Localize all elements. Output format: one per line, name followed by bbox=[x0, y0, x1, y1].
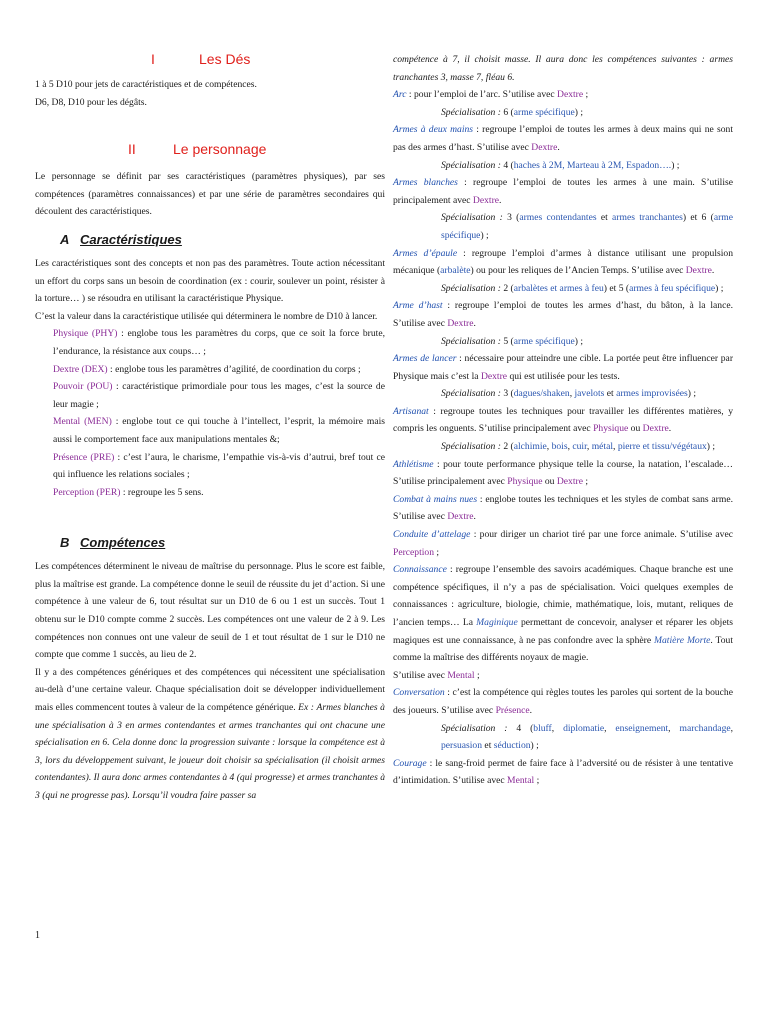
skill-desc: : regroupe l’emploi d’armes à distance utilisant une propulsion mécanique ( bbox=[393, 247, 733, 277]
characteristic-ref: Perception bbox=[393, 546, 435, 558]
characteristic-desc: : englobe tout ce qui touche à l’intellect, l’esprit, la mémoire mais aussi le comportement face aux manipulations mentales &; bbox=[53, 416, 385, 445]
skill-conduite-attelage bbox=[393, 526, 733, 561]
spec-item: dagues/shaken bbox=[513, 388, 570, 400]
characteristic-ref: Dextre bbox=[556, 476, 583, 488]
spec-item: diplomatie bbox=[563, 722, 605, 734]
spec-item: persuasion bbox=[441, 740, 483, 752]
punct: ou bbox=[542, 476, 557, 488]
characteristic-desc: : englobe tous les paramètres d’agilité, de coordination du corps ; bbox=[110, 363, 361, 375]
punct: . bbox=[473, 511, 476, 523]
spec-item: armes tranchantes bbox=[612, 212, 683, 224]
section-number: II bbox=[128, 141, 136, 158]
characteristic-ref: Dextre bbox=[531, 141, 558, 153]
subsection-title-competences bbox=[35, 531, 385, 555]
punct: ) et 6 ( bbox=[682, 212, 714, 224]
paragraph: Le personnage se définit par ses caractéristiques (paramètres physiques), par ses compétences (paramètres connaissances) et par une série de paramètres secondaires qui découlent des caractéristiques. bbox=[35, 171, 385, 218]
specialisation: Spécialisation : 2 (alchimie, bois, cuir, métal, pierre et tissu/végétaux) ; bbox=[441, 441, 716, 453]
skill-armes-deux-mains bbox=[393, 121, 733, 156]
paragraph bbox=[393, 667, 733, 685]
skill-desc: permettant de concevoir, analyser et réparer les objets magiques est une connaissance, à ne pas confondre avec la sphère bbox=[393, 617, 733, 646]
paragraph bbox=[35, 664, 385, 805]
spec-item: Maginique bbox=[476, 617, 518, 628]
punct: . bbox=[529, 704, 533, 716]
characteristic-name: Perception (PER) bbox=[53, 486, 121, 498]
section-number: I bbox=[151, 51, 155, 67]
specialisation bbox=[393, 157, 733, 175]
list-item bbox=[35, 413, 385, 448]
skill-name: Armes à deux mains bbox=[393, 124, 474, 136]
punct: ; bbox=[534, 775, 540, 787]
characteristic-desc: : englobe tous les paramètres du corps, que ce soit la force brute, l’endurance, la résistance aux coups… ; bbox=[53, 328, 385, 357]
characteristic-ref: Dextre bbox=[557, 89, 584, 101]
spec-item: armes contendantes bbox=[519, 212, 597, 224]
spec-value: 3 ( bbox=[500, 388, 514, 400]
spec-item: armes improvisées bbox=[616, 388, 688, 400]
specialisation bbox=[393, 209, 733, 244]
spec-item: Matière Morte bbox=[654, 634, 711, 646]
skill-name: Armes blanches bbox=[393, 177, 458, 189]
characteristic-name: Présence (PRE) bbox=[53, 451, 115, 463]
paragraph: C’est la valeur dans la caractéristique utilisée qui déterminera le nombre de D10 à lancer. bbox=[35, 310, 378, 322]
spec-item: javelots bbox=[574, 388, 605, 400]
skill-athletisme bbox=[393, 456, 733, 491]
punct: ) ; bbox=[715, 282, 724, 294]
characteristic-name: Mental (MEN) bbox=[53, 416, 112, 428]
skill-name: Courage bbox=[393, 757, 427, 769]
characteristic-ref: Mental bbox=[507, 775, 535, 787]
skill-artisanat bbox=[393, 403, 733, 438]
skill-name: Arme d’hast bbox=[393, 300, 443, 312]
skill-name: Armes d’épaule bbox=[393, 247, 458, 259]
characteristic-ref: Dextre bbox=[685, 265, 712, 277]
punct: , bbox=[569, 388, 575, 400]
skill-armes-epaule bbox=[393, 245, 733, 280]
punct: . bbox=[668, 423, 672, 435]
skill-arme-hast bbox=[393, 297, 733, 332]
skill-desc: : le sang-froid permet de faire face à l’adversité ou de résister à une tentative d’intimidation. S’utilise avec bbox=[393, 757, 733, 787]
punct: ; bbox=[582, 476, 589, 488]
spec-value: 2 ( bbox=[500, 441, 514, 453]
spec-item: haches à 2M, Marteau à 2M, Espadon…. bbox=[513, 159, 672, 171]
punct: ; bbox=[474, 669, 480, 681]
spec-item: séduction bbox=[493, 740, 531, 752]
skill-courage bbox=[393, 755, 733, 790]
skill-name: Connaissance bbox=[393, 564, 447, 576]
specialisation bbox=[393, 385, 733, 403]
skill-desc: : pour l’emploi de l’arc. S’utilise avec bbox=[408, 89, 558, 101]
skill-name: Armes de lancer bbox=[393, 353, 457, 365]
characteristic-ref: Dextre bbox=[447, 317, 474, 329]
punct: . bbox=[557, 141, 560, 153]
spec-value: 4 ( bbox=[500, 159, 514, 171]
list-item bbox=[35, 378, 385, 413]
skill-name: Conversation bbox=[393, 687, 445, 699]
list-item bbox=[35, 449, 385, 484]
section-title-text: Les Dés bbox=[199, 51, 251, 67]
spec-value: 2 ( bbox=[500, 282, 514, 294]
list-item bbox=[35, 484, 385, 502]
spec-item: arme spécifique bbox=[441, 212, 733, 241]
spec-item: arme spécifique bbox=[513, 335, 575, 347]
skill-desc: ) ou pour les reliques de l’Ancien Temps. S’utilise avec bbox=[470, 265, 686, 277]
skill-name: Conduite d’attelage bbox=[393, 529, 471, 541]
spec-value: 4 ( bbox=[507, 722, 534, 734]
punct: ; bbox=[583, 89, 589, 101]
skill-desc: : nécessaire pour atteindre une cible. La portée peut être influencer par Physique mais c’est la bbox=[393, 353, 734, 382]
skill-desc: qui est utilisée pour les tests. bbox=[507, 370, 620, 382]
punct: ) ; bbox=[480, 229, 489, 241]
paragraph: Les caractéristiques sont des concepts et non pas des paramètres. Toute action nécessitant un effort du corps sans un besoin de coordination (ex : courir, soulever un point, résister à la torture… ) se résoudra en utilisant la caractéristique Physique. bbox=[35, 257, 385, 305]
spec-value: 3 ( bbox=[502, 212, 520, 224]
characteristic-desc: : caractéristique primordiale pour tous les mages, c’est la source de leur magie ; bbox=[53, 381, 385, 410]
spec-item: alchimie bbox=[513, 441, 547, 453]
spec-label: Spécialisation : bbox=[441, 441, 501, 453]
skill-desc: : pour diriger un chariot tiré par une force animale. S’utilise avec bbox=[473, 529, 733, 541]
spec-item: bois bbox=[551, 441, 568, 453]
punct: ) ; bbox=[687, 388, 697, 400]
spec-item: bluff bbox=[533, 722, 552, 734]
spec-label: Spécialisation : bbox=[441, 106, 501, 118]
skill-name: Combat à mains nues bbox=[393, 493, 478, 505]
paragraph: compétence à 7, il choisit masse. Il aura donc les compétences suivantes : armes tranchantes 3, masse 7, fléau 6. bbox=[393, 54, 733, 83]
punct: ) ; bbox=[530, 740, 539, 752]
punct: ) ; bbox=[671, 159, 680, 171]
skill-desc: : regroupe l’emploi de toutes les armes à une main. S’utilise principalement avec bbox=[393, 177, 733, 206]
skill-desc: : regroupe l’emploi de toutes les armes d’hast, du bâton, à la lance. S’utilise avec bbox=[393, 300, 733, 329]
punct: . bbox=[473, 317, 476, 329]
paragraph: Les compétences déterminent le niveau de maîtrise du personnage. Plus le score est faible, plus la maîtrise est grande. La compétence donne le seuil de réussite du jet d’action. Si une compétence à une valeur de 6, tout résultat sur un D10 de 6 ou 1 est un succès. Tout 1 obtenu sur le D10 compte comme 2 succès. Les compétences ont une valeur de 2 à 9. Les compétences non connues ont une valeur de seuil de 1 et tout résultat de 1 sur le D10 ne compte que comme 1 succès, au lieu de 2. bbox=[35, 561, 385, 661]
characteristic-ref: Dextre bbox=[642, 423, 669, 435]
characteristic-desc: : regroupe les 5 sens. bbox=[122, 486, 204, 498]
characteristic-ref: Physique bbox=[593, 423, 629, 435]
punct: ) ; bbox=[706, 441, 716, 453]
page-number: 1 bbox=[35, 930, 40, 941]
characteristic-name: Pouvoir (POU) bbox=[53, 381, 113, 393]
spec-label: Spécialisation : bbox=[441, 722, 508, 734]
specialisation bbox=[393, 333, 733, 351]
skill-desc: S’utilise avec bbox=[393, 669, 448, 681]
characteristic-ref: Mental bbox=[447, 669, 475, 681]
spec-value: 5 ( bbox=[500, 335, 514, 347]
spec-item: enseignement bbox=[615, 722, 669, 734]
skill-conversation bbox=[393, 684, 733, 719]
left-column bbox=[35, 0, 385, 805]
list-item bbox=[35, 361, 385, 379]
punct: et bbox=[596, 212, 613, 224]
list-item bbox=[35, 325, 385, 360]
spec-label: Spécialisation : bbox=[441, 159, 501, 171]
skill-combat-mains-nues bbox=[393, 491, 733, 526]
skill-arc bbox=[393, 86, 733, 104]
characteristic-desc: : c’est l’aura, le charisme, l’empathie vis-à-vis d’autrui, bref tout ce qui influence les relations sociales ; bbox=[53, 451, 385, 481]
spec-item: arme spécifique bbox=[513, 106, 575, 118]
punct: . bbox=[711, 265, 715, 277]
paragraph: 1 à 5 D10 pour jets de caractéristiques et de compétences. bbox=[35, 79, 257, 90]
punct: ou bbox=[628, 423, 643, 435]
paragraph: D6, D8, D10 pour les dégâts. bbox=[35, 96, 147, 108]
characteristic-name: Dextre (DEX) bbox=[53, 363, 108, 375]
skill-connaissance bbox=[393, 561, 733, 667]
skill-desc: : regroupe toutes les techniques pour travailler les différentes matières, y compris les onguents. S’utilise principalement avec bbox=[393, 405, 734, 435]
spec-item: pierre et tissu/végétaux bbox=[617, 441, 707, 453]
spec-label: Spécialisation : bbox=[441, 282, 501, 294]
skill-name: Athlétisme bbox=[393, 458, 434, 470]
spec-item: armes à feu spécifique bbox=[629, 282, 716, 294]
skill-name: Arc bbox=[393, 89, 407, 101]
punct: et bbox=[482, 740, 494, 752]
section-title-des bbox=[35, 46, 385, 72]
punct: ) et 5 ( bbox=[603, 282, 630, 294]
characteristic-ref: Présence bbox=[495, 704, 530, 716]
spec-label: Spécialisation : bbox=[441, 212, 503, 224]
example-label: Ex : bbox=[298, 702, 314, 714]
spec-label: Spécialisation : bbox=[441, 388, 501, 400]
spec-item: marchandage bbox=[679, 722, 731, 734]
punct: . bbox=[499, 194, 502, 206]
skill-desc: : regroupe l’emploi de toutes les armes à deux mains qui ne sont pas des armes d’hast. S’utilise avec bbox=[393, 124, 733, 153]
skill-desc: : regroupe l’ensemble des savoirs académiques. Chaque branche est une compétence spécifiques, il n’y a pas de spécialisation. Voici quelques exemples de connaissances : agriculture, biologie, chimie, mathématique, lois, mutant, reliques de l’ancien temps… La bbox=[393, 564, 733, 628]
skill-desc: : c’est la compétence qui règles toutes les paroles qui sortent de la bouche des joueurs. S’utilise avec bbox=[393, 687, 733, 716]
skill-desc: . Tout comme la maîtrise des différents noyaux de magie. bbox=[393, 634, 733, 664]
punct: ) ; bbox=[574, 335, 584, 347]
characteristic-name: Physique (PHY) bbox=[53, 328, 118, 340]
skill-name: Artisanat bbox=[393, 405, 429, 417]
skill-desc: : englobe toutes les techniques et les styles de combat sans arme. S’utilise avec bbox=[393, 493, 733, 523]
subsection-title-text: Caractéristiques bbox=[80, 231, 182, 247]
spec-value: 6 ( bbox=[500, 106, 514, 118]
spec-item: arbalète bbox=[440, 265, 471, 277]
subsection-title-text: Compétences bbox=[80, 535, 166, 551]
subsection-title-caracteristiques bbox=[35, 228, 385, 252]
example-text: Armes blanches à une spécialisation à 3 en armes contendantes et armes tranchantes qui ont chacune une spécialisation en 6. Cela donne donc la progression suivante : lorsque la compétence est à 3, lors du développement suivant, le joueur doit choisir sa spécialisation (il choisit armes contendantes). Il aura donc armes contendantes à 4 (qui progresse) et armes tranchantes à 3 (qui ne progresse pas). Lorsqu’il voudra faire passer sa bbox=[35, 702, 385, 801]
specialisation bbox=[393, 280, 733, 298]
spec-item: arbalètes et armes à feu bbox=[513, 282, 604, 294]
section-title-text: Le personnage bbox=[173, 141, 267, 158]
right-column bbox=[393, 0, 733, 790]
skill-desc: : pour toute performance physique telle la course, la natation, l’escalade… S’utilise principalement avec bbox=[393, 458, 733, 488]
punct: ) ; bbox=[574, 106, 584, 118]
section-title-personnage bbox=[35, 136, 385, 162]
subsection-number: B bbox=[60, 535, 70, 551]
spec-item: cuir bbox=[572, 441, 587, 453]
subsection-number: A bbox=[60, 231, 70, 247]
spec-label: Spécialisation : bbox=[441, 335, 501, 347]
specialisation: Spécialisation : 4 (bluff, diplomatie, enseignement, marchandage, persuasion et séduction) ; bbox=[441, 722, 734, 752]
characteristic-ref: Physique bbox=[507, 476, 543, 488]
punct: ; bbox=[434, 546, 440, 558]
skill-armes-blanches bbox=[393, 174, 733, 209]
characteristic-ref: Dextre bbox=[447, 511, 474, 523]
paragraph-text: Il y a des compétences génériques et des compétences qui nécessitent une spécialisation au-delà d’une certaine valeur. Chaque spécialisation doit se développer individuellement mais elles commencent toutes à valeur de la compétence générique. bbox=[35, 666, 385, 714]
characteristic-ref: Dextre bbox=[472, 194, 500, 206]
skill-armes-lancer bbox=[393, 350, 733, 385]
spec-item: métal bbox=[591, 441, 614, 453]
characteristic-ref: Dextre bbox=[480, 370, 508, 382]
specialisation bbox=[393, 104, 733, 122]
punct: et bbox=[604, 388, 617, 400]
